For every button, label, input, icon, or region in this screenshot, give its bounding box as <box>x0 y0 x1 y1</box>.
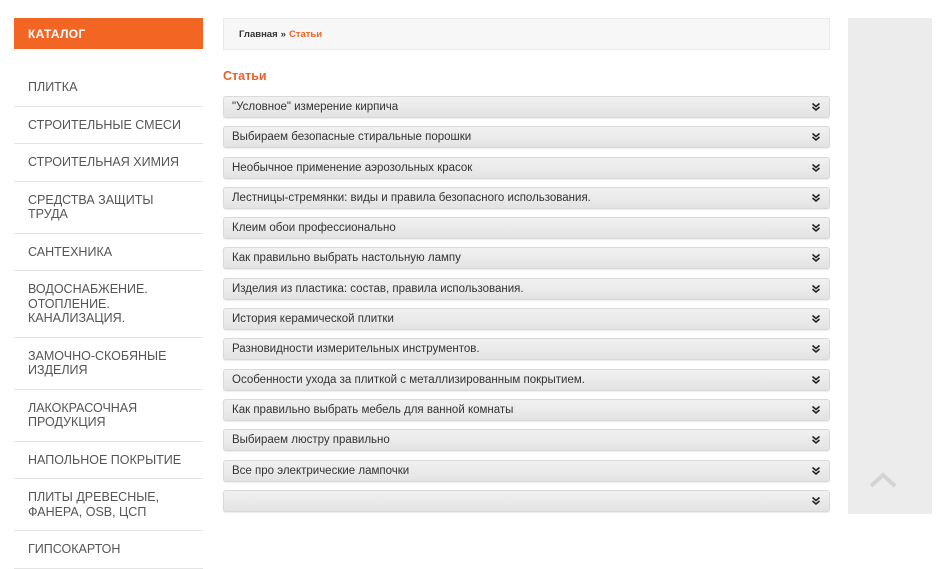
article-accordion-item[interactable] <box>223 96 830 118</box>
chevron-up-icon[interactable] <box>868 470 898 490</box>
sidebar-item[interactable]: ПЛИТЫ ДРЕВЕСНЫЕ, ФАНЕРА, OSB, ЦСП <box>14 479 203 531</box>
sidebar-item[interactable]: ВОДОСНАБЖЕНИЕ. ОТОПЛЕНИЕ. КАНАЛИЗАЦИЯ. <box>14 271 203 338</box>
article-accordion-item[interactable] <box>223 126 830 148</box>
sidebar-item[interactable]: ПЛИТКА <box>14 69 203 107</box>
article-accordion-item[interactable] <box>223 217 830 239</box>
article-title: Лестницы-стремянки: виды и правила безопасного использования. <box>232 191 591 204</box>
double-chevron-down-icon[interactable] <box>811 375 821 385</box>
article-accordion-item[interactable] <box>223 429 830 451</box>
article-title: Как правильно выбрать мебель для ванной комнаты <box>232 403 514 416</box>
article-title: История керамической плитки <box>232 313 394 326</box>
double-chevron-down-icon[interactable] <box>811 163 821 173</box>
article-title: Необычное применение аэрозольных красок <box>232 161 473 174</box>
double-chevron-down-icon[interactable] <box>811 253 821 263</box>
right-sidebar-panel <box>848 18 932 514</box>
catalog-list <box>14 69 203 569</box>
double-chevron-down-icon[interactable] <box>811 496 821 506</box>
article-title: Особенности ухода за плиткой с металлизированным покрытием. <box>232 373 585 386</box>
double-chevron-down-icon[interactable] <box>811 314 821 324</box>
article-accordion-item[interactable] <box>223 369 830 391</box>
article-title: Выбираем люстру правильно <box>232 434 390 447</box>
article-accordion-item[interactable] <box>223 278 830 300</box>
articles-accordion <box>223 96 830 520</box>
article-title: Клеим обои профессионально <box>232 222 396 235</box>
double-chevron-down-icon[interactable] <box>811 102 821 112</box>
sidebar-item[interactable]: ЛАКОКРАСОЧНАЯ ПРОДУКЦИЯ <box>14 390 203 442</box>
article-accordion-item[interactable] <box>223 157 830 179</box>
article-accordion-item[interactable] <box>223 490 830 512</box>
breadcrumb <box>223 18 830 50</box>
double-chevron-down-icon[interactable] <box>811 435 821 445</box>
sidebar-item[interactable]: ЗАМОЧНО-СКОБЯНЫЕ ИЗДЕЛИЯ <box>14 338 203 390</box>
sidebar-item[interactable]: СТРОИТЕЛЬНАЯ ХИМИЯ <box>14 144 203 182</box>
article-title: Выбираем безопасные стиральные порошки <box>232 131 472 144</box>
sidebar-item[interactable]: ГИПСОКАРТОН <box>14 531 203 569</box>
article-title: Разновидности измерительных инструментов. <box>232 343 480 356</box>
sidebar-item[interactable]: СТРОИТЕЛЬНЫЕ СМЕСИ <box>14 107 203 145</box>
breadcrumb-current: Статьи <box>288 28 323 40</box>
article-accordion-item[interactable] <box>223 399 830 421</box>
breadcrumb-home-link[interactable]: Главная <box>239 28 278 40</box>
article-accordion-item[interactable] <box>223 247 830 269</box>
double-chevron-down-icon[interactable] <box>811 344 821 354</box>
double-chevron-down-icon[interactable] <box>811 223 821 233</box>
catalog-header[interactable]: КАТАЛОГ <box>14 18 203 49</box>
breadcrumb-separator: » <box>280 28 286 40</box>
page-title: Статьи <box>223 69 267 83</box>
sidebar-item[interactable]: НАПОЛЬНОЕ ПОКРЫТИЕ <box>14 442 203 480</box>
article-title: Изделия из пластика: состав, правила использования. <box>232 282 524 295</box>
article-accordion-item[interactable] <box>223 338 830 360</box>
article-accordion-item[interactable] <box>223 460 830 482</box>
catalog-sidebar <box>14 18 203 569</box>
article-title: Как правильно выбрать настольную лампу <box>232 252 461 265</box>
article-title: "Условное" измерение кирпича <box>232 101 399 113</box>
article-accordion-item[interactable] <box>223 308 830 330</box>
double-chevron-down-icon[interactable] <box>811 132 821 142</box>
sidebar-item[interactable]: СРЕДСТВА ЗАЩИТЫ ТРУДА <box>14 182 203 234</box>
sidebar-item[interactable]: САНТЕХНИКА <box>14 234 203 272</box>
article-accordion-item[interactable] <box>223 187 830 209</box>
article-title: Все про электрические лампочки <box>232 464 410 477</box>
double-chevron-down-icon[interactable] <box>811 193 821 203</box>
double-chevron-down-icon[interactable] <box>811 284 821 294</box>
double-chevron-down-icon[interactable] <box>811 405 821 415</box>
double-chevron-down-icon[interactable] <box>811 466 821 476</box>
